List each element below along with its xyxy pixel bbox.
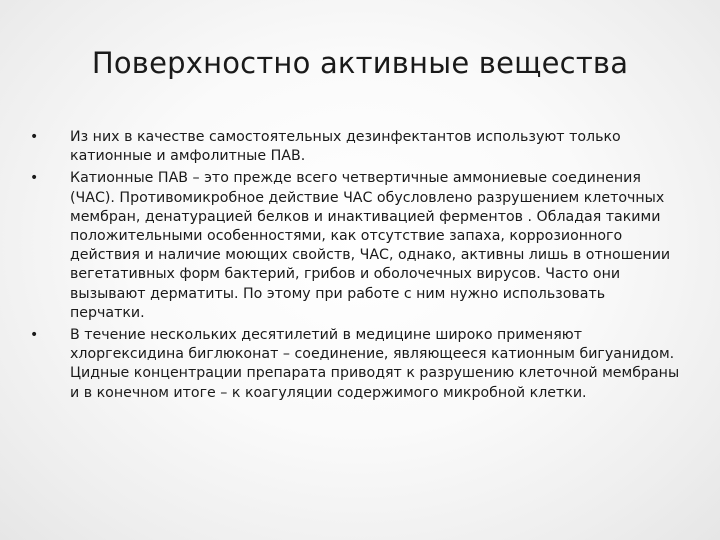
bullet-dot-icon: • (30, 129, 39, 145)
bullet-dot-icon: • (30, 327, 39, 344)
bullet-text: В течение нескольких десятилетий в медицине широко применяют хлоргексидина биглюконат – соединение, являющееся катионным бигуанидом. Цидные концентрации препарата приводят к разрушению клеточной мембраны и в конечном итоге – к коагуляции содержимого микробной клетки. (70, 327, 680, 401)
bullet-dot-icon: • (30, 170, 39, 187)
bullet-item (30, 326, 680, 403)
bullet-item (30, 128, 680, 166)
slide-title: Поверхностно активные вещества (91, 46, 629, 80)
bullet-item (30, 169, 680, 323)
bullet-text: Катионные ПАВ – это прежде всего четвертичные аммониевые соединения (ЧАС). Противомикробное действие ЧАС обусловлено разрушением клеточных мембран, денатурацией белков и инактивацией ферментов . Обладая такими положительными особенностями, как отсутствие запаха, коррозионного действия и наличие моющих свойств, ЧАС, однако, активны лишь в отношении вегетативных форм бактерий, грибов и оболочечных вирусов. Часто они вызывают дерматиты. По этому при работе с ним нужно использовать перчатки. (70, 170, 671, 321)
bullet-text: Из них в качестве самостоятельных дезинфектантов используют только катионные и амфолитные ПАВ. (70, 129, 621, 165)
bullet-list (30, 128, 680, 406)
